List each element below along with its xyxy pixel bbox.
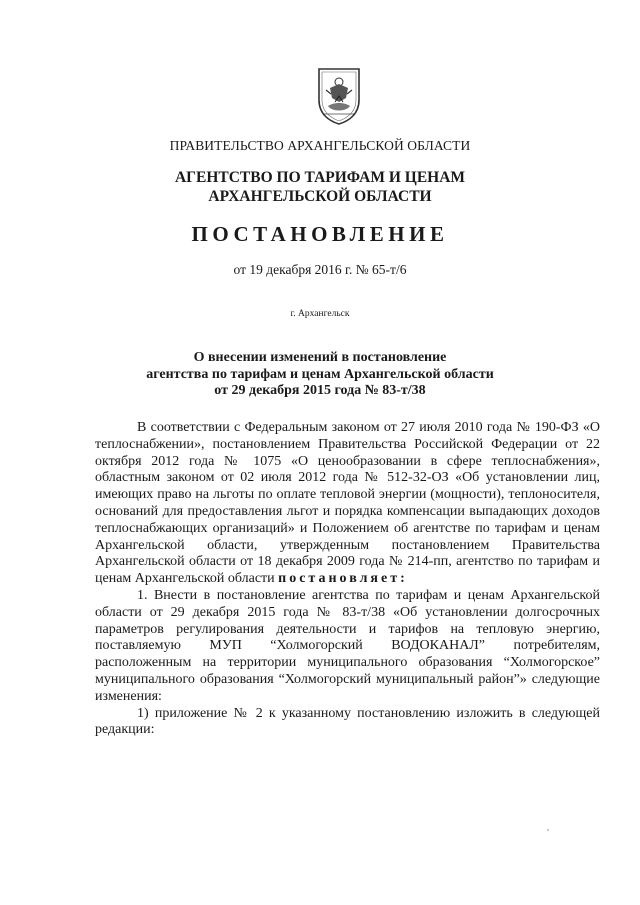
agency-name (0, 168, 640, 206)
decree-body (95, 420, 600, 739)
preamble-text: В соответствии с Федеральным законом от 27 июля 2010 года № 190-ФЗ «О теплоснабжении», постановлением Правительства Российской Федерации от 22 октября 2012 года № 1075 «О ценообразовании в сфере теплоснабжения», областным законом от 02 июля 2012 года № 512-32-ОЗ «Об установлении лиц, имеющих право на льготы по оплате тепловой энергии (мощности), теплоносителя, оснований для предоставления льгот и порядка компенсации выпадающих доходов теплоснабжающих организаций» и Положением об агентстве по тарифам и ценам Архангельской области, утвержденным постановлением Правительства Архангельской области от 18 декабря 2009 года № 214-пп, агентство по тарифам и ценам Архангельской области (95, 420, 600, 587)
resolves-word: постановляет: (278, 571, 408, 587)
scan-speck (547, 829, 549, 831)
subject-line2: агентства по тарифам и ценам Архангельской области (146, 366, 494, 382)
subject-line3: от 29 декабря 2015 года № 83-т/38 (214, 383, 426, 398)
agency-name-line2: АРХАНГЕЛЬСКОЙ ОБЛАСТИ (208, 188, 432, 205)
clause-1-paragraph: 1. Внести в постановление агентства по тарифам и ценам Архангельской области от 29 декабря 2015 года № 83-т/38 «Об установлении долгосрочных параметров регулирования деятельности и тарифов на тепловую энергию, поставляемую МУП “Холмогорский ВОДОКАНАЛ” потребителям, расположенным на территории муниципального образования “Холмогорское” муниципального образования “Холмогорский муниципальный район”» следующие изменения: (95, 587, 600, 704)
coat-of-arms-icon (316, 66, 362, 126)
decree-subject (0, 350, 640, 400)
city-name: г. Архангельск (290, 309, 350, 319)
subject-line1: О внесении изменений в постановление (193, 350, 447, 365)
decree-title: ПОСТАНОВЛЕНИЕ (191, 222, 449, 246)
government-name: ПРАВИТЕЛЬСТВО АРХАНГЕЛЬСКОЙ ОБЛАСТИ (169, 138, 471, 153)
decree-date-number: от 19 декабря 2016 г. № 65-т/6 (233, 262, 407, 277)
preamble-paragraph (95, 420, 600, 588)
agency-name-line1: АГЕНТСТВО ПО ТАРИФАМ И ЦЕНАМ (174, 169, 466, 186)
subclause-1-paragraph: 1) приложение № 2 к указанному постановлению изложить в следующей редакции: (95, 705, 600, 738)
